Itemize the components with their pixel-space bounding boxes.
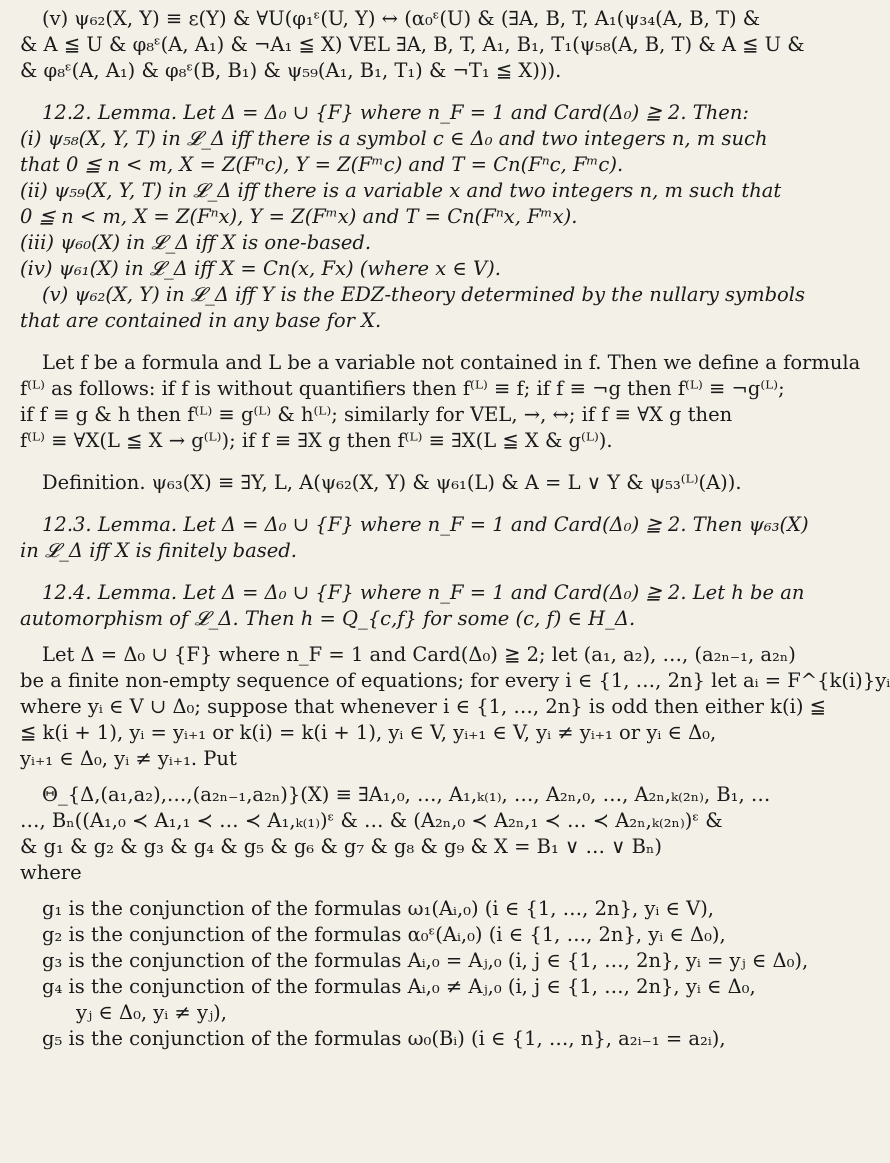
text-line: where yᵢ ∈ V ∪ Δ₀; suppose that whenever i ∈ {1, …, 2n} is odd then either k(i) ≦	[20, 695, 826, 718]
text-line: Let Δ = Δ₀ ∪ {F} where n_F = 1 and Card(Δ₀) ≧ 2; let (a₁, a₂), …, (a₂ₙ₋₁, a₂ₙ)	[42, 643, 796, 666]
lemma-12-4	[20, 580, 805, 632]
paragraph-theta-setup	[20, 642, 890, 772]
lemma-heading-line: 12.3. Lemma. Let Δ = Δ₀ ∪ {F} where n_F = 1 and Card(Δ₀) ≧ 2. Then ψ₆₃(X)	[42, 513, 809, 536]
definition-psi63	[20, 470, 768, 496]
text-line: & φ₈ᵋ(A, A₁) & φ₈ᵋ(B, B₁) & ψ₅₉(A₁, B₁, T₁) & ¬T₁ ≦ X))).	[20, 59, 562, 82]
text-line: Let f be a formula and L be a variable not contained in f. Then we define a formula	[42, 351, 861, 374]
list-item-continuation: yⱼ ∈ Δ₀, yᵢ ≠ yⱼ),	[76, 1001, 227, 1024]
text-line: f⁽ᴸ⁾ ≡ ∀X(L ≦ X → g⁽ᴸ⁾); if f ≡ ∃X g then f⁽ᴸ⁾ ≡ ∃X(L ≦ X & g⁽ᴸ⁾).	[20, 429, 613, 452]
text-line: 0 ≦ n < m, X = Z(Fⁿx), Y = Z(Fᵐx) and T = Cn(Fⁿx, Fᵐx).	[20, 205, 578, 228]
formula-line: & g₁ & g₂ & g₃ & g₄ & g₅ & g₆ & g₇ & g₈ & g₉ & X = B₁ ∨ … ∨ Bₙ)	[20, 835, 663, 858]
lemma-item-iv: (iv) ψ₆₁(X) in 𝓛_Δ iff X = Cn(x, Fx) (where x ∈ V).	[20, 257, 501, 280]
paragraph-f-L-definition	[20, 350, 861, 454]
list-item: g₄ is the conjunction of the formulas Aᵢ,₀ ≠ Aⱼ,₀ (i, j ∈ {1, …, 2n}, yᵢ ∈ Δ₀,	[42, 975, 756, 998]
list-item: g₃ is the conjunction of the formulas Aᵢ,₀ = Aⱼ,₀ (i, j ∈ {1, …, 2n}, yᵢ = yⱼ ∈ Δ₀),	[42, 949, 809, 972]
lemma-item-v: (v) ψ₆₂(X, Y) in 𝓛_Δ iff Y is the EDZ-theory determined by the nullary symbols	[42, 283, 806, 306]
list-item: g₂ is the conjunction of the formulas α₀ᵋ(Aᵢ,₀) (i ∈ {1, …, 2n}, yᵢ ∈ Δ₀),	[42, 923, 726, 946]
text-line: ≦ k(i + 1), yᵢ = yᵢ₊₁ or k(i) = k(i + 1), yᵢ ∈ V, yᵢ₊₁ ∈ V, yᵢ ≠ yᵢ₊₁ or yᵢ ∈ Δ₀,	[20, 721, 717, 744]
lemma-12-2	[20, 100, 806, 334]
text-line: Definition. ψ₆₃(X) ≡ ∃Y, L, A(ψ₆₂(X, Y) & ψ₆₁(L) & A = L ∨ Y & ψ₅₃⁽ᴸ⁾(A)).	[42, 471, 742, 494]
text-line: automorphism of 𝓛_Δ. Then h = Q_{c,f} for some (c, f) ∈ H_Δ.	[20, 607, 636, 630]
lemma-12-3	[20, 512, 809, 564]
text-line: & A ≦ U & φ₈ᵋ(A, A₁) & ¬A₁ ≦ X) VEL ∃A, B, T, A₁, B₁, T₁(ψ₅₈(A, B, T) & A ≦ U &	[20, 33, 805, 56]
formula-line: …, Bₙ((A₁,₀ ≺ A₁,₁ ≺ … ≺ A₁,ₖ₍₁₎)ᵋ & … & (A₂ₙ,₀ ≺ A₂ₙ,₁ ≺ … ≺ A₂ₙ,ₖ₍₂ₙ₎)ᵋ &	[20, 809, 723, 832]
lemma-item-iii: (iii) ψ₆₀(X) in 𝓛_Δ iff X is one-based.	[20, 231, 372, 254]
lemma-item-ii: (ii) ψ₅₉(X, Y, T) in 𝓛_Δ iff there is a variable x and two integers n, m such that	[20, 179, 782, 202]
text-line: in 𝓛_Δ iff X is finitely based.	[20, 539, 297, 562]
paragraph-psi62-definition	[20, 6, 805, 84]
formula-line: Θ_{Δ,(a₁,a₂),…,(a₂ₙ₋₁,a₂ₙ)}(X) ≡ ∃A₁,₀, …, A₁,ₖ₍₁₎, …, A₂ₙ,₀, …, A₂ₙ,ₖ₍₂ₙ₎, B₁, …	[42, 783, 771, 806]
g-conditions-list	[20, 896, 809, 1052]
text-line: that 0 ≦ n < m, X = Z(Fⁿc), Y = Z(Fᵐc) and T = Cn(Fⁿc, Fᵐc).	[20, 153, 624, 176]
lemma-heading-line: 12.4. Lemma. Let Δ = Δ₀ ∪ {F} where n_F = 1 and Card(Δ₀) ≧ 2. Let h be an	[42, 581, 805, 604]
where-label: where	[20, 861, 82, 884]
theta-formula	[20, 782, 771, 860]
list-item: g₅ is the conjunction of the formulas ω₀(Bᵢ) (i ∈ {1, …, n}, a₂ᵢ₋₁ = a₂ᵢ),	[42, 1027, 726, 1050]
text-line: if f ≡ g & h then f⁽ᴸ⁾ ≡ g⁽ᴸ⁾ & h⁽ᴸ⁾; similarly for VEL, →, ↔; if f ≡ ∀X g then	[20, 403, 733, 426]
text-line: (v) ψ₆₂(X, Y) ≡ ε(Y) & ∀U(φ₁ᵋ(U, Y) ↔ (α₀ᵋ(U) & (∃A, B, T, A₁(ψ₃₄(A, B, T) &	[42, 7, 761, 30]
lemma-item-i: (i) ψ₅₈(X, Y, T) in 𝓛_Δ iff there is a symbol c ∈ Δ₀ and two integers n, m such	[20, 127, 768, 150]
text-line: that are contained in any base for X.	[20, 309, 382, 332]
list-item: g₁ is the conjunction of the formulas ω₁(Aᵢ,₀) (i ∈ {1, …, 2n}, yᵢ ∈ V),	[42, 897, 714, 920]
text-line: f⁽ᴸ⁾ as follows: if f is without quantifiers then f⁽ᴸ⁾ ≡ f; if f ≡ ¬g then f⁽ᴸ⁾ ≡ ¬g⁽ᴸ⁾;	[20, 377, 785, 400]
lemma-heading-line: 12.2. Lemma. Let Δ = Δ₀ ∪ {F} where n_F = 1 and Card(Δ₀) ≧ 2. Then:	[42, 101, 749, 124]
text-line: yᵢ₊₁ ∈ Δ₀, yᵢ ≠ yᵢ₊₁. Put	[20, 747, 237, 770]
text-line: be a finite non-empty sequence of equations; for every i ∈ {1, …, 2n} let aᵢ = F^{k(i)}yᵢ	[20, 669, 890, 692]
